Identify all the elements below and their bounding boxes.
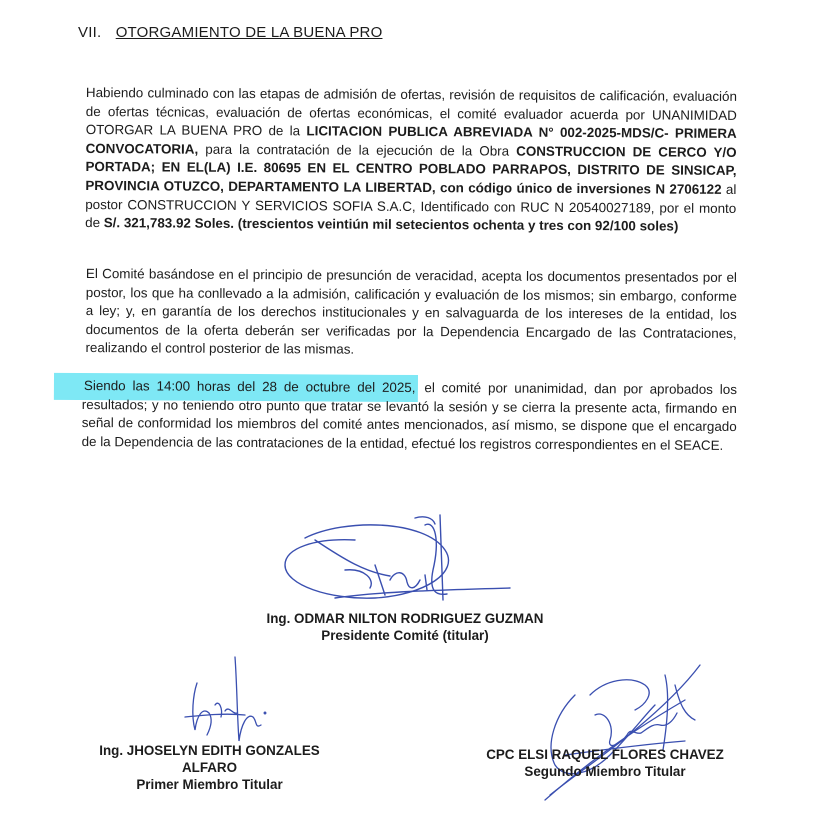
signatory-president <box>250 610 560 644</box>
signature-first-member <box>175 655 285 755</box>
paragraph-closing <box>82 377 737 455</box>
section-heading <box>78 24 382 41</box>
signatory-second-member <box>480 746 730 780</box>
highlighted-date-time: Siendo las 14:00 horas del 28 de octubre del 2025, <box>54 373 418 402</box>
award-text-2: para la contratación de la ejecución de la Obra <box>198 141 517 159</box>
award-project: CONSTRUCCION DE CERCO Y/O PORTADA; EN EL(LA) I.E. 80695 EN EL CENTRO POBLADO PARRAPOS, DISTRITO DE SINSICAP, PROVINCIA OTUZCO, DEPARTAMENTO LA LIBERTAD, con código único de inversiones N 2706122 <box>85 143 737 197</box>
signatory-role: Primer Miembro Titular <box>136 777 283 792</box>
award-amount: S/. 321,783.92 Soles. (trescientos veintiún mil setecientos ochenta y tres con 92/100 soles) <box>103 215 679 234</box>
paragraph-verification: El Comité basándose en el principio de presunción de veracidad, acepta los documentos presentados por el postor, los que ha conllevado a la admisión, calificación y evaluación de los mismos; sin embargo, conforme a ley; y, en garantía de los derechos institucionales y en salvaguarda de los intereses de la entidad, los documentos de la oferta deberán ser verificadas por la Dependencia Encargado de las Contrataciones, realizando el control posterior de las mismas. <box>85 265 737 358</box>
section-number: VII. <box>78 24 102 41</box>
signatory-name: Ing. JHOSELYN EDITH GONZALES ALFARO <box>99 743 320 775</box>
award-text-3: al postor CONSTRUCCION Y SERVICIOS SOFIA S.A.C, Identificado con RUC N 20540027189, por el monto de <box>85 181 737 231</box>
signature-president <box>275 510 515 620</box>
closing-text: el comité por unanimidad, dan por aprobados los resultados; y no teniendo otro punto que tratar se levantó la sesión y se cierra la presente acta, firmando en señal de conformidad los miembros del comité antes mencionados, así mismo, se dispone que el encargado de la Dependencia de las contrataciones de la entidad, efectué los registros correspondientes en el SEACE. <box>81 380 737 453</box>
section-title: OTORGAMIENTO DE LA BUENA PRO <box>115 24 383 41</box>
signature-second-member <box>535 655 715 805</box>
paragraph-award <box>85 84 737 237</box>
signatory-name: CPC ELSI RAQUEL FLORES CHAVEZ <box>486 747 724 762</box>
award-text-1: Habiendo culminado con las etapas de admisión de ofertas, revisión de requisitos de calificación, evaluación de ofertas técnicas, evaluación de ofertas económicas, el comité evaluador acuerda por UNANIMIDAD OTORGAR LA BUENA PRO de la <box>85 84 737 139</box>
signatory-name: Ing. ODMAR NILTON RODRIGUEZ GUZMAN <box>266 611 544 626</box>
signatory-first-member <box>72 742 347 793</box>
award-procedure: LICITACION PUBLICA ABREVIADA N° 002-2025-MDS/C- PRIMERA CONVOCATORIA, <box>85 123 737 157</box>
signatory-role: Presidente Comité (titular) <box>321 628 489 643</box>
signatory-role: Segundo Miembro Titular <box>524 764 686 779</box>
